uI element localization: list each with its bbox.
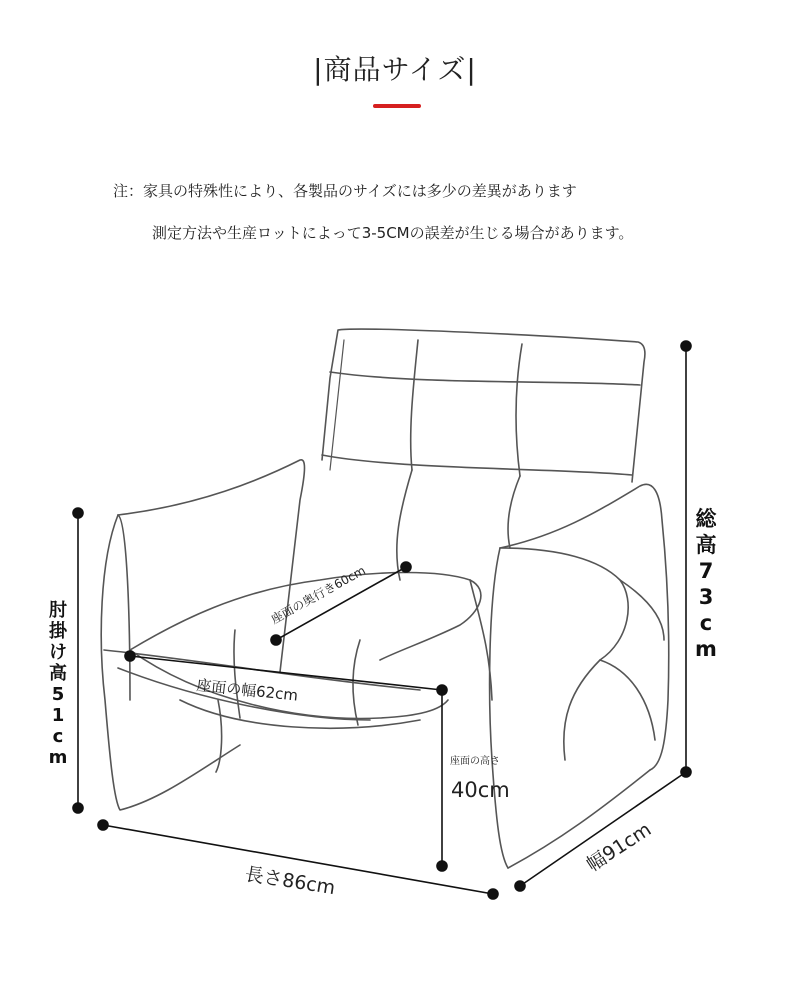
page-title: |商品サイズ| <box>313 53 477 86</box>
length-label: 長さ86cm <box>243 863 337 900</box>
armrest-height-label: 肘 掛 け 高 5 1 c m <box>48 600 68 768</box>
dimension-lines <box>73 341 691 899</box>
seat-width-label: 座面の幅62cm <box>195 676 299 705</box>
sofa-outline <box>101 329 668 868</box>
width-label: 幅91cm <box>582 818 656 877</box>
total-height-label: 総 高 7 3 c m <box>695 507 717 661</box>
dimension-labels <box>196 562 656 899</box>
seat-height-value: 40cm <box>451 778 510 802</box>
seat-height-label: 座面の高さ <box>450 756 500 767</box>
note-line-2: 測定方法や生産ロットによって3-5CMの誤差が生じる場合があります。 <box>152 224 634 242</box>
note-line-1: 注：家具の特殊性により、各製品のサイズには多少の差異があります <box>113 182 577 200</box>
seat-depth-label: 座面の奥行き60cm <box>268 563 368 627</box>
